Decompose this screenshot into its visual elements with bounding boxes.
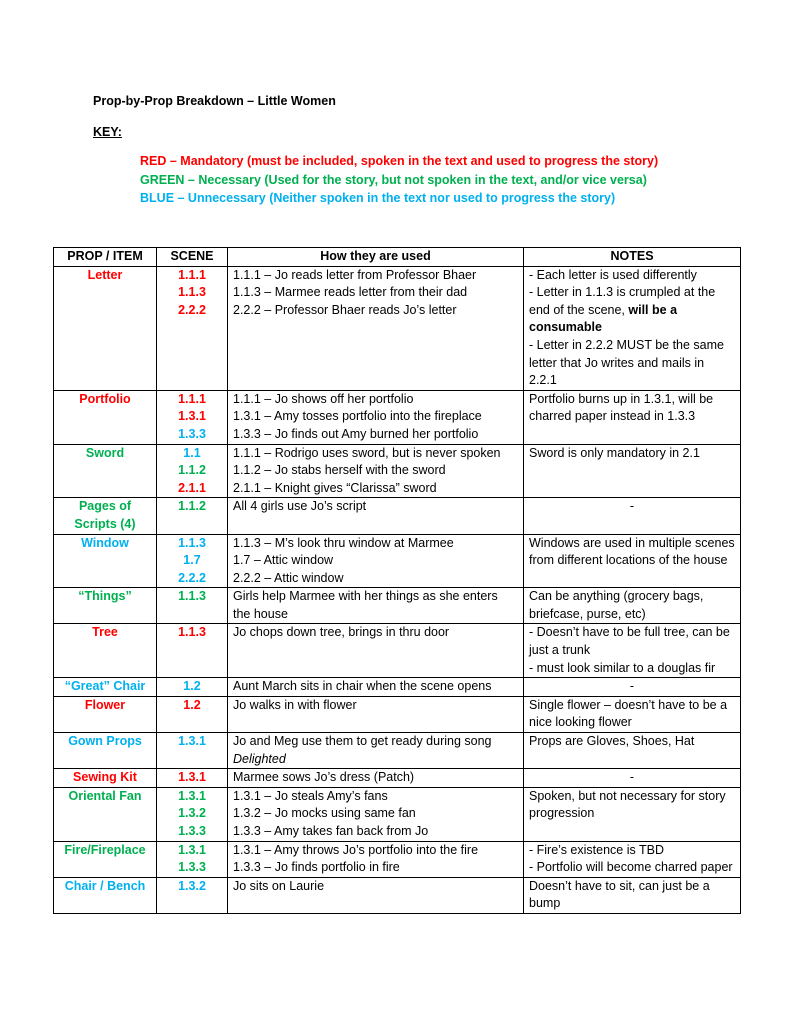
scene-number: 1.1.1 [178,267,206,282]
table-row [54,841,741,877]
note-line: Windows are used in multiple scenes from different locations of the house [529,535,735,568]
scene-number: 1.1.3 [178,285,206,300]
key-label: KEY: [93,125,122,139]
note-line [529,284,735,337]
notes-cell [524,787,741,841]
prop-breakdown-table [53,247,741,914]
usage-line: 2.1.1 – Knight gives “Clarissa” sword [233,480,437,495]
header-scene: SCENE [157,248,228,267]
usage-line: 2.2.2 – Professor Bhaer reads Jo’s letter [233,302,457,317]
usage-cell [228,733,524,769]
prop-item-name: Flower [54,696,157,732]
prop-item-name: Window [54,534,157,588]
note-line: Can be anything (grocery bags, briefcase, purse, etc) [529,589,704,621]
usage-line: 1.7 – Attic window [233,553,334,568]
table-row [54,696,741,732]
notes-cell [524,588,741,624]
scene-number: 1.3.1 [178,734,206,749]
notes-cell [524,696,741,732]
scene-list [157,841,228,877]
usage-line: Jo and Meg use them to get ready during song [233,734,492,749]
note-line: Doesn’t have to sit, can just be a bump [529,878,710,911]
usage-line: 1.1.1 – Jo reads letter from Professor Bhaer [233,267,477,282]
usage-line: Delighted [233,751,286,766]
notes-cell [524,733,741,769]
prop-item-name: Fire/Fireplace [54,841,157,877]
usage-line: Marmee sows Jo’s dress (Patch) [233,770,415,785]
usage-line: 1.3.1 – Amy tosses portfolio into the fireplace [233,409,482,424]
scene-list [157,624,228,678]
scene-number: 1.1.3 [178,535,206,550]
scene-list [157,787,228,841]
header-notes: NOTES [524,248,741,267]
note-line: Spoken, but not necessary for story progression [529,788,726,821]
usage-line: All 4 girls use Jo’s script [233,499,367,514]
table-row [54,877,741,913]
scene-number: 1.7 [183,553,201,568]
note-text: - Letter in 1.1.3 is crumpled at the end of the scene, [529,285,716,317]
usage-line: Jo walks in with flower [233,697,357,712]
header-usage: How they are used [228,248,524,267]
usage-line: 1.3.3 – Jo finds portfolio in fire [233,860,400,875]
usage-line: 1.1.1 – Rodrigo uses sword, but is never spoken [233,445,501,460]
note-line: - Each letter is used differently [529,267,697,282]
scene-list [157,733,228,769]
scene-list [157,678,228,697]
scene-number: 1.1 [183,445,201,460]
scene-list [157,696,228,732]
scene-number: 1.3.2 [178,878,206,893]
scene-number: 1.3.1 [178,788,206,803]
scene-list [157,498,228,534]
scene-list [157,534,228,588]
table-row [54,624,741,678]
table-row [54,534,741,588]
legend-red: RED – Mandatory (must be included, spoken in the text and used to progress the story) [140,154,659,168]
usage-line: 1.1.3 – Marmee reads letter from their dad [233,285,468,300]
scene-number: 2.2.2 [178,302,206,317]
prop-item-name: Chair / Bench [54,877,157,913]
scene-list [157,266,228,390]
table-row [54,266,741,390]
document-title: Prop-by-Prop Breakdown – Little Women [93,94,336,108]
prop-item-name: Sewing Kit [54,769,157,788]
usage-cell [228,841,524,877]
usage-line: 1.1.2 – Jo stabs herself with the sword [233,463,446,478]
color-key-legend [140,152,658,208]
scene-number: 1.1.3 [178,625,206,640]
usage-line: 2.2.2 – Attic window [233,570,344,585]
prop-item-name: Pages of Scripts (4) [54,498,157,534]
usage-line: 1.3.1 – Amy throws Jo’s portfolio into the fire [233,842,479,857]
usage-line: Jo chops down tree, brings in thru door [233,625,450,640]
table-row [54,498,741,534]
scene-number: 1.1.2 [178,463,206,478]
scene-list [157,877,228,913]
table-row [54,678,741,697]
legend-blue: BLUE – Unnecessary (Neither spoken in the text nor used to progress the story) [140,191,616,205]
table-row [54,787,741,841]
scene-number: 1.3.1 [178,842,206,857]
scene-number: 1.2 [183,697,201,712]
scene-list [157,588,228,624]
scene-number: 1.3.1 [178,770,206,785]
notes-cell [524,390,741,444]
prop-item-name: Letter [54,266,157,390]
usage-line: Jo sits on Laurie [233,878,325,893]
usage-cell [228,877,524,913]
usage-line: 1.1.3 – M’s look thru window at Marmee [233,535,454,550]
note-line: Portfolio burns up in 1.3.1, will be charred paper instead in 1.3.3 [529,391,714,424]
notes-cell [524,444,741,498]
scene-number: 1.3.3 [178,426,206,441]
usage-cell [228,390,524,444]
notes-cell [524,769,741,788]
scene-number: 1.3.3 [178,860,206,875]
scene-number: 2.1.1 [178,480,206,495]
prop-item-name: Gown Props [54,733,157,769]
prop-item-name: “Things” [54,588,157,624]
scene-number: 1.2 [183,679,201,694]
notes-cell [524,266,741,390]
usage-cell [228,624,524,678]
scene-number: 2.2.2 [178,570,206,585]
note-line: - Portfolio will become charred paper [529,860,733,875]
prop-item-name: “Great” Chair [54,678,157,697]
table-row [54,390,741,444]
scene-number: 1.3.2 [178,806,206,821]
usage-line: 1.3.3 – Amy takes fan back from Jo [233,824,429,838]
usage-cell [228,534,524,588]
scene-number: 1.3.3 [178,824,206,838]
usage-line: Girls help Marmee with her things as she enters the house [233,589,498,621]
usage-line: 1.3.2 – Jo mocks using same fan [233,806,416,821]
prop-item-name: Sword [54,444,157,498]
notes-cell [524,678,741,697]
usage-line: Aunt March sits in chair when the scene opens [233,679,492,694]
usage-cell [228,769,524,788]
usage-cell [228,498,524,534]
usage-line: 1.3.1 – Jo steals Amy’s fans [233,788,388,803]
note-line: Sword is only mandatory in 2.1 [529,445,700,460]
scene-list [157,444,228,498]
prop-item-name: Portfolio [54,390,157,444]
note-emphasis: will be a consumable [529,302,678,335]
note-line: - [629,499,635,514]
note-line: Single flower – doesn’t have to be a nice looking flower [529,697,728,730]
scene-list [157,769,228,788]
scene-number: 1.3.1 [178,409,206,424]
scene-number: 1.1.3 [178,589,206,604]
prop-item-name: Oriental Fan [54,787,157,841]
usage-line: 1.1.1 – Jo shows off her portfolio [233,391,414,406]
notes-cell [524,498,741,534]
notes-cell [524,841,741,877]
table-row [54,769,741,788]
note-line: Props are Gloves, Shoes, Hat [529,734,695,749]
usage-cell [228,696,524,732]
usage-line: 1.3.3 – Jo finds out Amy burned her portfolio [233,426,479,441]
notes-cell [524,624,741,678]
scene-number: 1.1.2 [178,499,206,514]
note-line: - Letter in 2.2.2 MUST be the same letter that Jo writes and mails in 2.2.1 [529,337,725,388]
table-row [54,733,741,769]
scene-number: 1.1.1 [178,391,206,406]
note-line: - Fire’s existence is TBD [529,842,664,857]
usage-cell [228,444,524,498]
note-line: - [629,679,635,694]
legend-green: GREEN – Necessary (Used for the story, but not spoken in the text, and/or vice versa) [140,172,647,187]
table-row [54,588,741,624]
table-row [54,444,741,498]
scene-list [157,390,228,444]
table-header-row [54,248,741,267]
note-line: - Doesn’t have to be full tree, can be just a trunk [529,625,730,658]
usage-cell [228,678,524,697]
note-line: - must look similar to a douglas fir [529,660,716,675]
prop-item-name: Tree [54,624,157,678]
header-prop-item: PROP / ITEM [54,248,157,267]
usage-cell [228,266,524,390]
note-line: - [629,770,635,785]
notes-cell [524,877,741,913]
usage-cell [228,787,524,841]
usage-cell [228,588,524,624]
notes-cell [524,534,741,588]
